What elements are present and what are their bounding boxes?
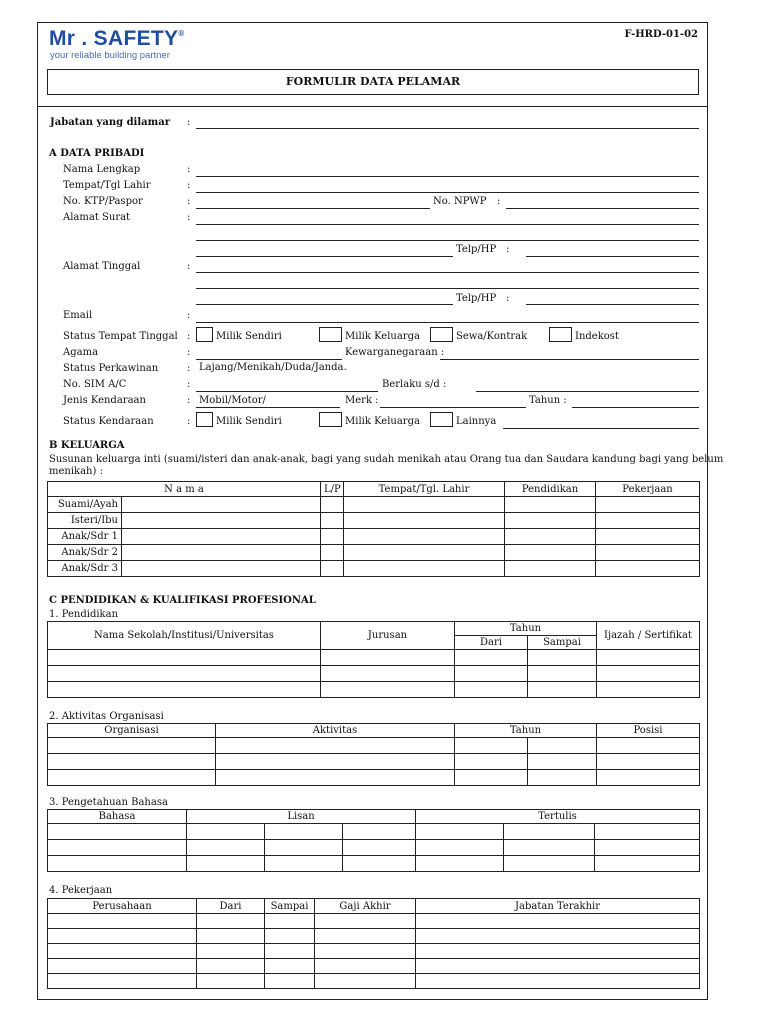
section-b-note-2: menikah) : [49, 466, 103, 477]
ktp-label: No. KTP/Paspor [63, 196, 143, 207]
table-row [48, 682, 700, 698]
col-bahasa: Bahasa [48, 810, 187, 824]
table-row [48, 754, 700, 770]
kendaraan-sendiri-checkbox[interactable] [196, 412, 213, 427]
table-row [48, 738, 700, 754]
table-row [48, 840, 700, 856]
table-row [48, 497, 700, 513]
col-jabatan: Jabatan Terakhir [416, 899, 700, 914]
kendaraan-keluarga-checkbox[interactable] [319, 412, 342, 427]
tahun-input[interactable] [572, 407, 699, 408]
col-organisasi: Organisasi [48, 724, 216, 738]
ttl-label: Tempat/Tgl Lahir [63, 180, 151, 191]
col-dari: Dari [455, 636, 528, 650]
family-relation: Isteri/Ibu [48, 513, 122, 529]
colon: : [506, 244, 510, 255]
header-divider [37, 106, 708, 107]
email-label: Email [63, 310, 93, 321]
nama-label: Nama Lengkap [63, 164, 141, 175]
colon: : [187, 196, 191, 207]
status-kawin-label: Status Perkawinan [63, 363, 159, 374]
table-row [48, 929, 700, 944]
col-tahun: Tahun [455, 622, 597, 636]
milik-keluarga-checkbox[interactable] [319, 327, 342, 342]
colon: : [187, 395, 191, 406]
col-aktivitas: Aktivitas [216, 724, 455, 738]
col-tertulis: Tertulis [416, 810, 700, 824]
col-pekerjaan: Pekerjaan [596, 482, 700, 497]
table-row [48, 770, 700, 786]
education-table [47, 621, 700, 698]
colon: : [187, 416, 191, 427]
alamat-tinggal-label: Alamat Tinggal [63, 261, 141, 272]
sim-input[interactable] [196, 391, 378, 392]
col-dari: Dari [197, 899, 265, 914]
table-row [48, 513, 700, 529]
merk-label: Merk : [345, 395, 379, 406]
pekerjaan-title: 4. Pekerjaan [49, 885, 113, 896]
colon: : [187, 117, 191, 128]
colon: : [187, 331, 191, 342]
jenis-kendaraan-label: Jenis Kendaraan [63, 395, 146, 406]
kendaraan-lainnya-option: Lainnya [456, 416, 497, 427]
col-ttl: Tempat/Tgl. Lahir [344, 482, 505, 497]
table-row [48, 650, 700, 666]
milik-sendiri-checkbox[interactable] [196, 327, 213, 342]
ttl-input[interactable] [196, 192, 699, 193]
merk-input[interactable] [380, 407, 526, 408]
kendaraan-input[interactable] [196, 407, 340, 408]
colon: : [187, 164, 191, 175]
organization-header-row [48, 724, 700, 738]
section-a-heading: A DATA PRIBADI [49, 148, 145, 159]
table-row [48, 824, 700, 840]
table-row [48, 545, 700, 561]
telp-label-2: Telp/HP [456, 293, 497, 304]
table-row [48, 959, 700, 974]
col-gaji: Gaji Akhir [315, 899, 416, 914]
kendaraan-lainnya-input[interactable] [503, 428, 699, 429]
col-lisan: Lisan [187, 810, 416, 824]
status-tinggal-label: Status Tempat Tinggal [63, 331, 178, 342]
table-row [48, 561, 700, 577]
colon: : [187, 180, 191, 191]
bahasa-title: 3. Pengetahuan Bahasa [49, 797, 168, 808]
alamat-tinggal-input-2[interactable] [196, 288, 699, 289]
colon: : [506, 293, 510, 304]
sewa-kontrak-option: Sewa/Kontrak [456, 331, 528, 342]
alamat-surat-input-1[interactable] [196, 224, 699, 225]
col-tahun: Tahun [455, 724, 597, 738]
status-kawin-options[interactable]: Lajang/Menikah/Duda/Janda. [199, 362, 347, 373]
telp-label-1: Telp/HP [456, 244, 497, 255]
kendaraan-options: Mobil/Motor/ [199, 395, 266, 406]
telp-input-1[interactable] [526, 256, 699, 257]
table-row [48, 666, 700, 682]
kendaraan-keluarga-option: Milik Keluarga [345, 416, 420, 427]
position-label: Jabatan yang dilamar [50, 117, 170, 128]
organisasi-title: 2. Aktivitas Organisasi [49, 711, 164, 722]
col-jurusan: Jurusan [321, 622, 455, 650]
telp-input-2[interactable] [526, 304, 699, 305]
col-pendidikan: Pendidikan [505, 482, 596, 497]
pendidikan-title: 1. Pendidikan [49, 609, 119, 620]
agama-label: Agama [63, 347, 99, 358]
family-relation: Anak/Sdr 3 [48, 561, 122, 577]
email-input[interactable] [196, 322, 699, 323]
table-row [48, 914, 700, 929]
employment-table [47, 898, 700, 989]
section-b-note: Susunan keluarga inti (suami/isteri dan anak-anak, bagi yang sudah menikah atau Orang tua dan Saudara kandung bagi yang belum [49, 454, 724, 465]
col-sampai: Sampai [528, 636, 597, 650]
col-posisi: Posisi [597, 724, 700, 738]
family-relation: Suami/Ayah [48, 497, 122, 513]
colon: : [187, 363, 191, 374]
colon: : [187, 212, 191, 223]
col-nama: N a m a [48, 482, 321, 497]
family-relation: Anak/Sdr 2 [48, 545, 122, 561]
table-row [48, 856, 700, 872]
form-code: F-HRD-01-02 [624, 29, 698, 40]
family-relation: Anak/Sdr 1 [48, 529, 122, 545]
colon: : [187, 347, 191, 358]
family-header-row [48, 482, 700, 497]
berlaku-label: Berlaku s/d : [382, 379, 447, 390]
language-table [47, 809, 700, 872]
milik-sendiri-option: Milik Sendiri [216, 331, 282, 342]
tahun-label: Tahun : [529, 395, 567, 406]
table-row [48, 974, 700, 989]
form-title: FORMULIR DATA PELAMAR [47, 69, 699, 95]
agama-input[interactable] [196, 359, 342, 360]
ktp-input[interactable] [196, 208, 430, 209]
alamat-tinggal-input-3[interactable] [196, 304, 453, 305]
berlaku-input[interactable] [476, 391, 699, 392]
col-lp: L/P [321, 482, 344, 497]
employment-header-row [48, 899, 700, 914]
section-b-heading: B KELUARGA [49, 440, 125, 451]
family-table [47, 481, 700, 577]
indekost-option: Indekost [575, 331, 619, 342]
table-row [48, 944, 700, 959]
alamat-surat-label: Alamat Surat [63, 212, 131, 223]
section-c-heading: C PENDIDIKAN & KUALIFIKASI PROFESIONAL [49, 595, 316, 606]
colon: : [497, 196, 501, 207]
milik-keluarga-option: Milik Keluarga [345, 331, 420, 342]
sim-label: No. SIM A/C [63, 379, 127, 390]
alamat-surat-input-2[interactable] [196, 240, 699, 241]
kendaraan-sendiri-option: Milik Sendiri [216, 416, 282, 427]
organization-table [47, 723, 700, 786]
kendaraan-lainnya-checkbox[interactable] [430, 412, 453, 427]
alamat-surat-input-3[interactable] [196, 256, 453, 257]
table-row [48, 529, 700, 545]
col-sekolah: Nama Sekolah/Institusi/Universitas [48, 622, 321, 650]
language-header-row [48, 810, 700, 824]
sewa-kontrak-checkbox[interactable] [430, 327, 453, 342]
colon: : [187, 310, 191, 321]
position-input[interactable] [196, 128, 699, 129]
kewarganegaraan-label: Kewarganegaraan : [345, 347, 445, 358]
colon: : [187, 379, 191, 390]
education-header-row [48, 622, 700, 636]
npwp-input[interactable] [506, 208, 699, 209]
indekost-checkbox[interactable] [549, 327, 572, 342]
kewarganegaraan-input[interactable] [440, 359, 699, 360]
status-kendaraan-label: Status Kendaraan [63, 416, 154, 427]
nama-input[interactable] [196, 176, 699, 177]
company-tagline: your reliable building partner [50, 50, 170, 61]
npwp-label: No. NPWP [433, 196, 487, 207]
alamat-tinggal-input-1[interactable] [196, 272, 699, 273]
colon: : [187, 261, 191, 272]
col-sampai: Sampai [265, 899, 315, 914]
col-perusahaan: Perusahaan [48, 899, 197, 914]
company-logo: Mr . SAFETY® [49, 27, 185, 50]
col-ijazah: Ijazah / Sertifikat [597, 622, 700, 650]
